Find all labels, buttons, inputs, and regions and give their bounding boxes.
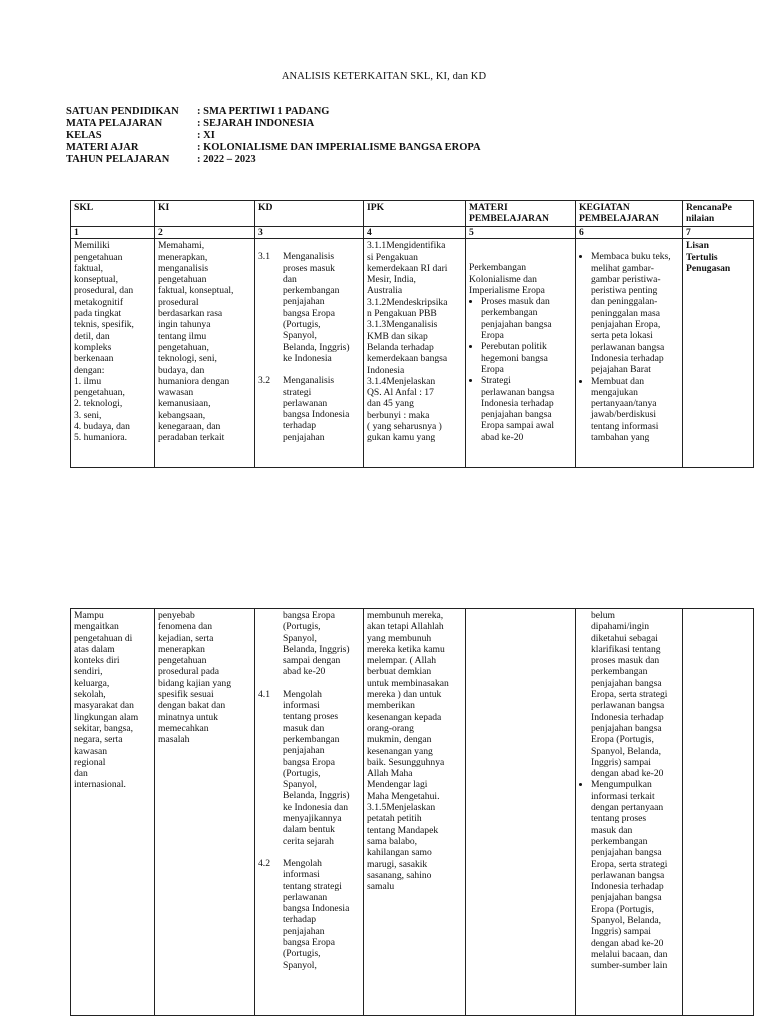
materi-intro: Perkembangan Kolonialisme dan Imperialisme Eropa [469, 262, 545, 296]
spacer [258, 678, 360, 689]
meta-value: : KOLONIALISME DAN IMPERIALISME BANGSA EROPA [197, 142, 481, 153]
meta-key: SATUAN PENDIDIKAN [66, 106, 179, 117]
content-row [71, 609, 754, 1016]
kd-number: 3.1 [258, 251, 270, 263]
materi-item: • Proses masuk dan perkembangan penjajahan bangsa Eropa [481, 296, 572, 341]
spacer [258, 240, 360, 251]
skl-cell: Memiliki pengetahuan faktual, konseptual, prosedural, dan metakognitif pada tingkat teknis, spesifik, detil, dan kompleks berkenaan dengan: 1. ilmu pengetahuan, 2. teknologi, 3. seni, 4. budaya, dan 5. humaniora. [71, 239, 155, 468]
materi-cell [466, 239, 576, 468]
materi-item: • Strategi perlawanan bangsa Indonesia terhadap penjajahan bangsa Eropa sampai awal abad ke-20 [481, 375, 572, 443]
header-ki: KI [155, 201, 255, 227]
kd-cell [255, 239, 364, 468]
ipk-cell: 3.1.1Mengidentifika si Pengakuan kemerdekaan RI dari Mesir, India, Australia 3.1.2Mendeskripsika n Pengakuan PBB 3.1.3Menganalisis KMB dan sikap Belanda terhadap kemerdekaan bangsa Indonesia 3.1.4Menjelaskan QS. Al Anfal : 17 dan 45 yang berbunyi : maka ( yang seharusnya ) gukan kamu yang [364, 239, 466, 468]
kd-item [258, 375, 360, 443]
meta-key: KELAS [66, 130, 102, 141]
kd-number: 3.2 [258, 375, 270, 387]
kd-text: bangsa Eropa (Portugis, Spanyol, Belanda, Inggris) sampai dengan abad ke-20 [283, 610, 350, 678]
header-rencana: RencanaPe nilaian [683, 201, 754, 227]
meta-key: MATA PELAJARAN [66, 118, 163, 129]
spacer [258, 364, 360, 375]
header-row [71, 201, 754, 227]
document-title: ANALISIS KETERKAITAN SKL, KI, dan KD [281, 71, 487, 82]
meta-row [66, 106, 481, 118]
column-number: 2 [155, 227, 255, 239]
spacer [579, 240, 679, 251]
header-skl: SKL [71, 201, 155, 227]
kegiatan-list [579, 779, 679, 971]
kd-item [258, 251, 360, 364]
analysis-table-page-1 [70, 200, 754, 468]
materi-cell [466, 609, 576, 1016]
header-materi: MATERI PEMBELAJARAN [466, 201, 576, 227]
kd-number: 4.2 [258, 857, 270, 869]
kd-item [258, 689, 360, 847]
column-number: 7 [683, 227, 754, 239]
meta-key: MATERI AJAR [66, 142, 139, 153]
spacer [469, 240, 572, 262]
meta-key: TAHUN PELAJARAN [66, 154, 170, 165]
kd-number [258, 610, 283, 678]
meta-value: : XI [197, 130, 215, 141]
column-number: 1 [71, 227, 155, 239]
meta-row [66, 142, 481, 154]
kd-cell [255, 609, 364, 1016]
kegiatan-item: • Membuat dan mengajukan pertanyaan/tanya jawab/berdiskusi tentang informasi tambahan yang [591, 376, 679, 444]
kegiatan-list [579, 251, 679, 443]
header-kegiatan: KEGIATAN PEMBELAJARAN [576, 201, 683, 227]
kegiatan-continuation: belum dipahami/ingin diketahui sebagai klarifikasi tentang proses masuk dan perkembangan penjajahan bangsa Eropa, serta strategi perlawanan bangsa Indonesia terhadap penjajahan bangsa Eropa (Portugis, Spanyol, Belanda, Inggris) sampai dengan abad ke-20 [591, 610, 668, 780]
ki-cell: Memahami, menerapkan, menganalisis pengetahuan faktual, konseptual, prosedural berdasarkan rasa ingin tahunya tentang ilmu pengetahuan, teknologi, seni, budaya, dan humaniora dengan wawasan kemanusiaan, kebangsaan, kenegaraan, dan peradaban terkait [155, 239, 255, 468]
kegiatan-cell [576, 609, 683, 1016]
spacer [258, 847, 360, 858]
kd-text: Menganalisis strategi perlawanan bangsa Indonesia terhadap penjajahan [283, 375, 350, 443]
kegiatan-cell [576, 239, 683, 468]
skl-cell: Mampu mengaitkan pengetahuan di atas dalam konteks diri sendiri, keluarga, sekolah, masyarakat dan lingkungan alam sekitar, bangsa, negara, serta kawasan regional dan internasional. [71, 609, 155, 1016]
header-kd: KD [255, 201, 364, 227]
identity-block [66, 106, 481, 166]
header-ipk: IPK [364, 201, 466, 227]
rencana-cell [683, 609, 754, 1016]
column-number: 6 [576, 227, 683, 239]
materi-item: • Perebutan politik hegemoni bangsa Eropa [481, 341, 572, 375]
meta-value: : SEJARAH INDONESIA [197, 118, 315, 129]
ipk-cell: membunuh mereka, akan tetapi Allahlah yang membunuh mereka ketika kamu melempar. ( Allah berbuat demkian untuk membinasakan mereka ) dan untuk memberikan kesenangan kepada orang-orang mukmin, dengan kesenangan yang baik. Sesungguhnya Allah Maha Mendengar lagi Maha Mengetahui. 3.1.5Menjelaskan petatah petitih tentang Mandapek sama balabo, kahilangan samo marugi, sasakik sasanang, sahino samalu [364, 609, 466, 1016]
kegiatan-item: • Mengumpulkan informasi terkait dengan pertanyaan tentang proses masuk dan perkembangan penjajahan bangsa Eropa, serta strategi perlawanan bangsa Indonesia terhadap penjajahan bangsa Eropa (Portugis, Spanyol, Belanda, Inggris) sampai dengan abad ke-20 melalui bacaan, dan sumber-sumber lain [591, 779, 679, 971]
analysis-table-page-2 [70, 608, 754, 1016]
meta-row [66, 130, 481, 142]
ki-cell: penyebab fenomena dan kejadian, serta menerapkan pengetahuan prosedural pada bidang kajian yang spesifik sesuai dengan bakat dan minatnya untuk memecahkan masalah [155, 609, 255, 1016]
rencana-cell: Lisan Tertulis Penugasan [683, 239, 754, 468]
meta-value: : 2022 – 2023 [197, 154, 256, 165]
number-row [71, 227, 754, 239]
meta-row [66, 118, 481, 130]
meta-row [66, 154, 481, 166]
column-number: 3 [255, 227, 364, 239]
content-row [71, 239, 754, 468]
materi-list [469, 296, 572, 443]
kd-text: Menganalisis proses masuk dan perkembangan penjajahan bangsa Eropa (Portugis, Spanyol, Belanda, Inggris) ke Indonesia [283, 251, 350, 364]
kd-text: Mengolah informasi tentang strategi perlawanan bangsa Indonesia terhadap penjajahan bangsa Eropa (Portugis, Spanyol, [283, 857, 350, 971]
kegiatan-item: • Membaca buku teks, melihat gambar- gambar peristiwa- peristiwa penting dan peninggalan- peninggalan masa penjajahan Eropa, serta peta lokasi perlawanan bangsa Indonesia terhadap pejajahan Barat [591, 251, 679, 375]
kd-item [258, 610, 360, 678]
kd-item [258, 858, 360, 971]
column-number: 5 [466, 227, 576, 239]
kd-text: Mengolah informasi tentang proses masuk dan perkembangan penjajahan bangsa Eropa (Portugis, Spanyol, Belanda, Inggris) ke Indonesia dan menyajikannya dalam bentuk cerita sejarah [283, 688, 350, 847]
column-number: 4 [364, 227, 466, 239]
meta-value: : SMA PERTIWI 1 PADANG [197, 106, 330, 117]
kd-number: 4.1 [258, 688, 270, 700]
